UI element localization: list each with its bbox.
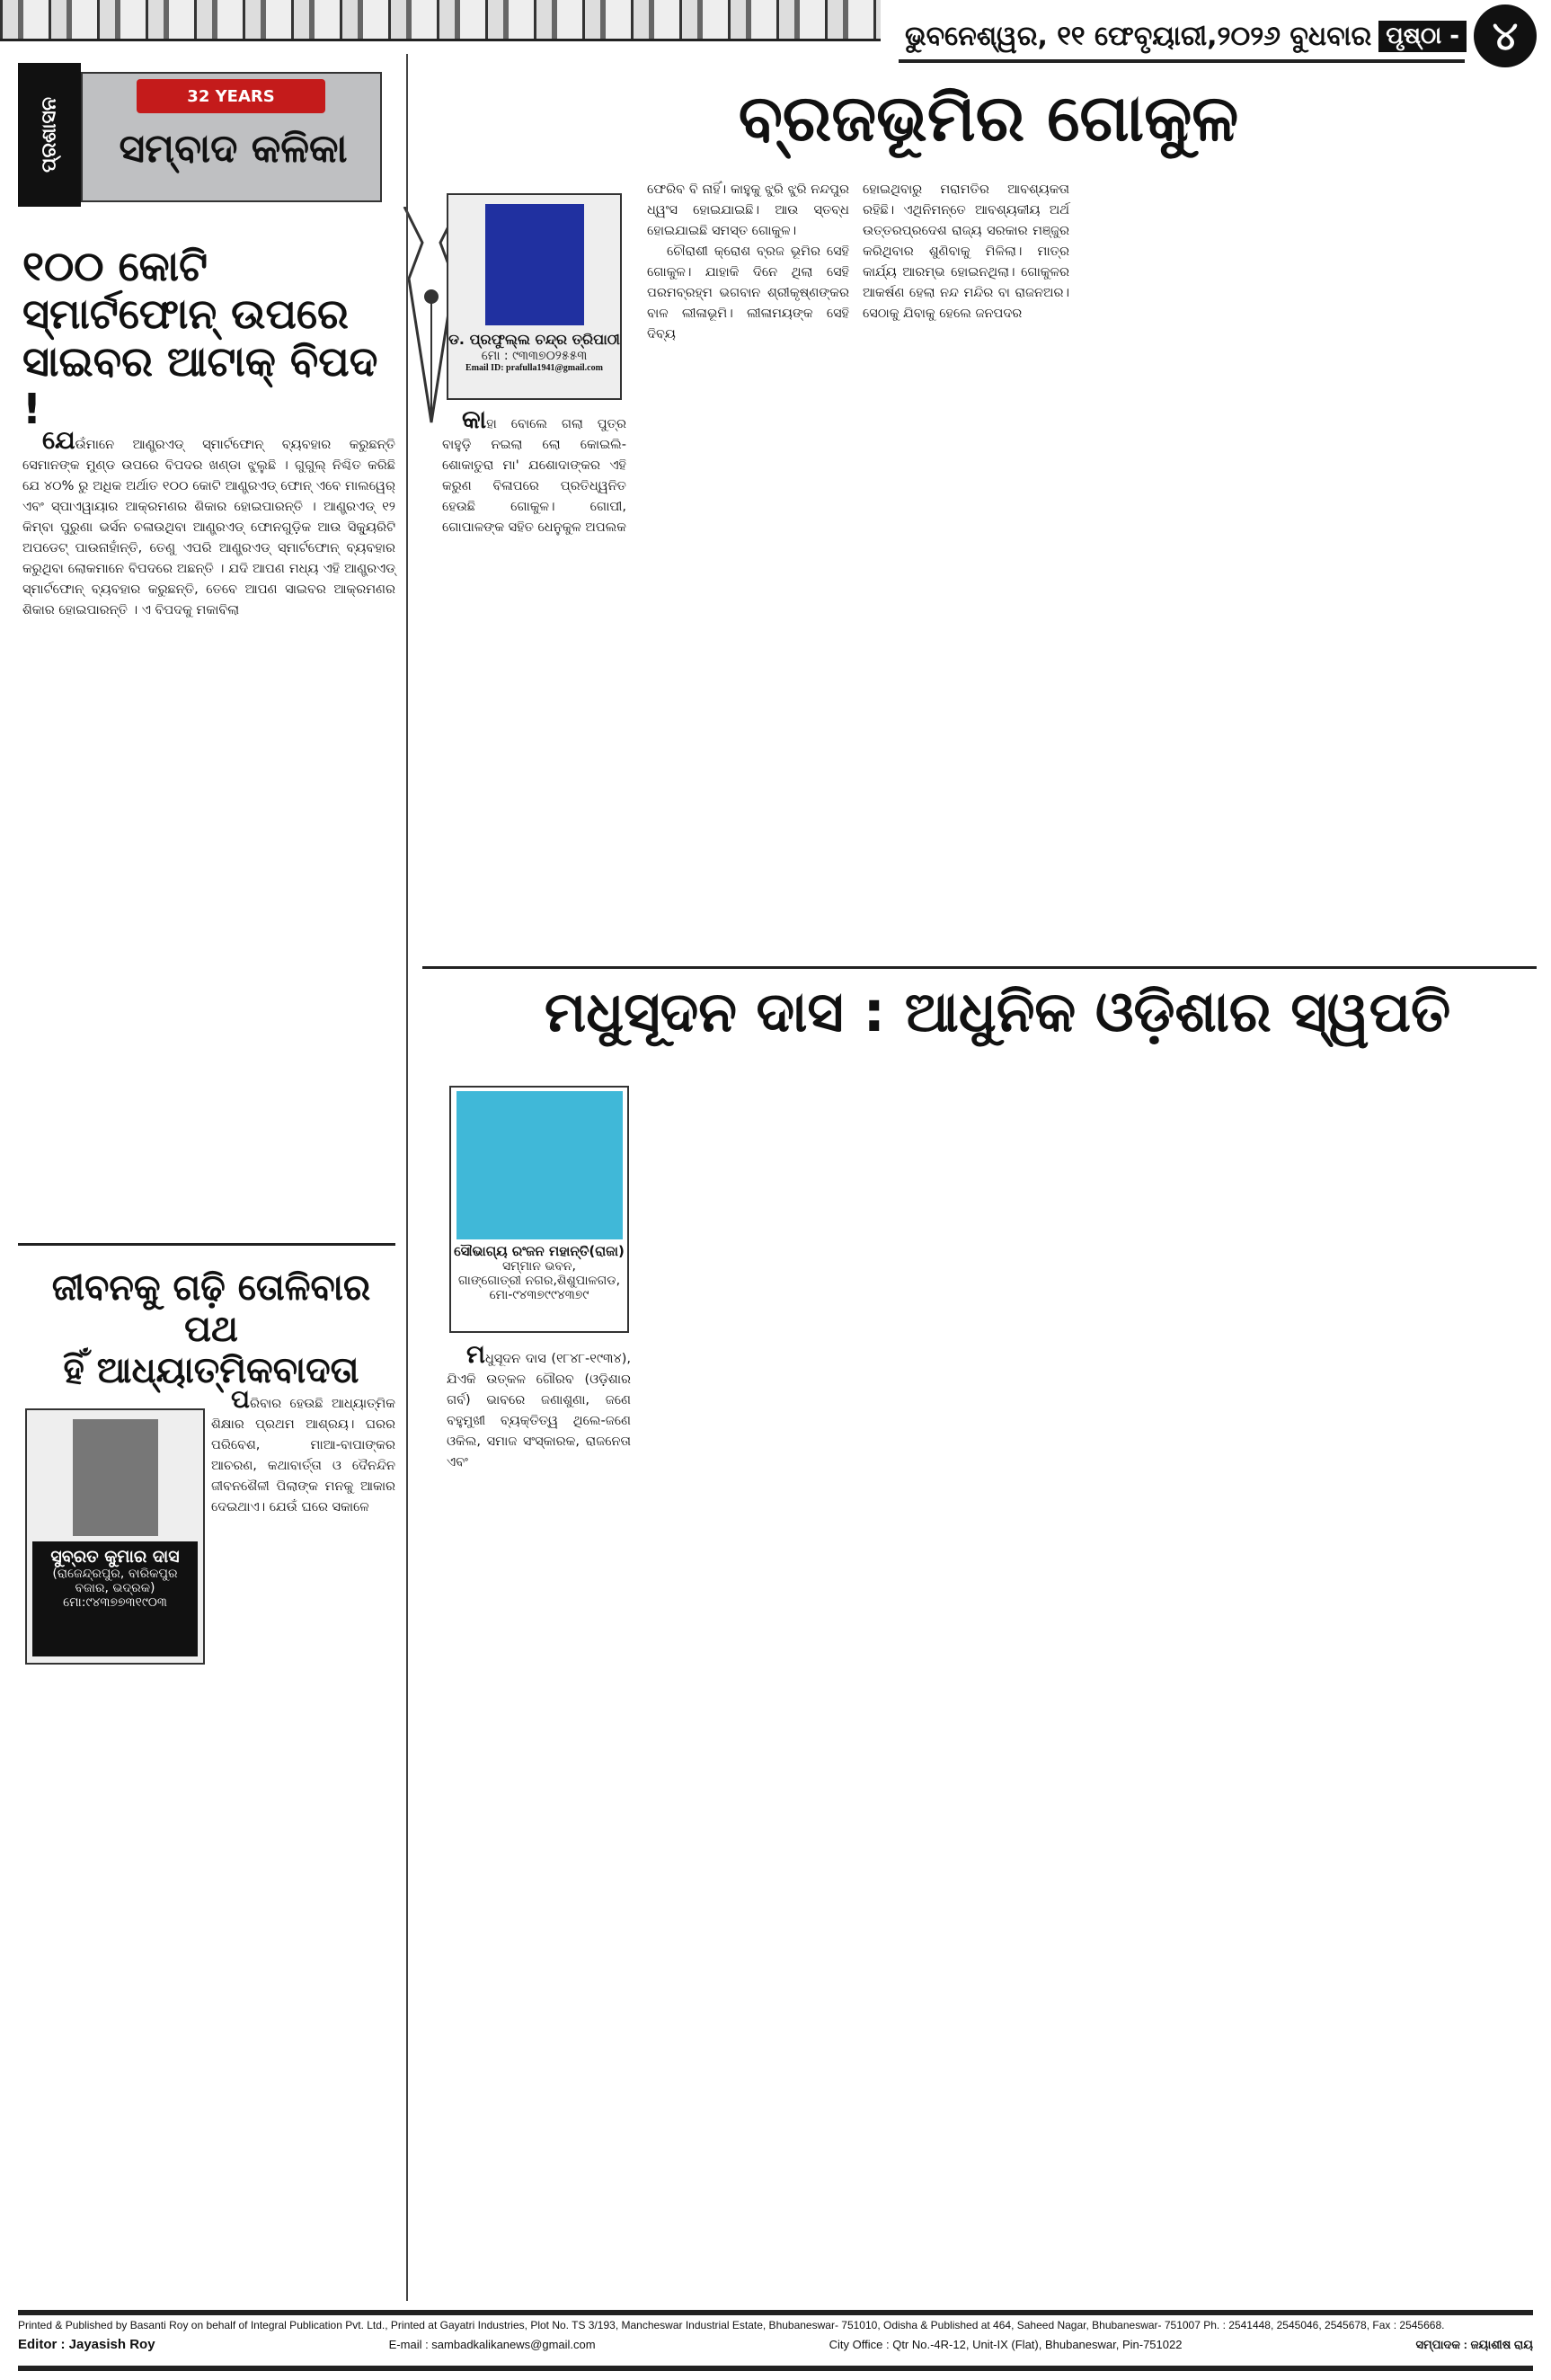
author-photo xyxy=(73,1419,158,1536)
article3-text: ହୋଇଥିବାରୁ ମରାମତିର ଆବଶ୍ୟକତା ରହିଛି। ଏଥିନିମନ୍ତେ ଆବଶ୍ୟକୀୟ ଅର୍ଥ ଉତ୍ତରପ୍ରଦେଶ ରାଜ୍ୟ ସରକାର ମଞ୍ଜୁର କରିଥିବାର ଶୁଣିବାକୁ ମିଳିଲା। ମାତ୍ର କାର୍ଯ୍ୟ ଆରମ୍ଭ ହୋଇନଥିଲା। ଗୋକୁଳର ଆକର୍ଷଣ ହେଲା ନନ୍ଦ ମନ୍ଦିର ବା ରାଜନଅର। ସେଠାକୁ ଯିବାକୁ ହେଲେ ଜନପଦର xyxy=(863,182,1069,321)
article3-text: ଫେରିବ ବି ନାହିଁ। କାହୁକୁ ଝୁରି ଝୁରି ନନ୍ଦପୁର ଧ୍ୱଂସ ହୋଇଯାଇଛି। ଆଉ ସ୍ତବ୍ଧ ହୋଇଯାଇଛି ସମସ୍ତ ଗୋକୁଳ। xyxy=(647,182,849,238)
author-address: (ରାଜେନ୍ଦ୍ରପୁର, ବାରିକପୁର ବଜାର, ଭଦ୍ରକ) xyxy=(52,1567,178,1595)
article3-headline: ବ୍ରଜଭୂମିର ଗୋକୁଳ xyxy=(738,80,1239,155)
masthead-logo xyxy=(81,72,382,202)
article3-col1 xyxy=(442,404,626,538)
drop-cap: ଯେ xyxy=(42,425,75,455)
column-rule xyxy=(406,54,408,2301)
article1-body xyxy=(22,425,395,623)
footer xyxy=(18,2319,1533,2352)
author-photo-box xyxy=(25,1408,205,1665)
author-photo-box xyxy=(449,1086,629,1333)
imprint: Printed & Published by Basanti Roy on behalf of Integral Publication Pvt. Ltd., Printed at Gayatri Industries, Plot No. TS 3/193, Mancheswar Industrial Estate, Bhubaneswar- 751010, Odisha & Published at 464, Saheed Nagar, Bhubaneswar- 751007 Ph. : 2541448, 2545046, 2545678, Fax : 2545668. xyxy=(18,2319,1445,2331)
author-name: ଡ. ପ୍ରଫୁଲ୍ଲ ଚନ୍ଦ୍ର ତ୍ରିପାଠୀ xyxy=(448,331,620,348)
author-phone: ମୋ-୯୪୩୭୯୯୪୩୭୯ xyxy=(489,1288,589,1302)
page-label: ପୃଷ୍ଠା - xyxy=(1378,21,1467,52)
headline-line: ଜୀବନକୁ ଗଢ଼ି ତୋଳିବାର ପଥ xyxy=(51,1267,371,1350)
article4-headline: ମଧୁସୂଦନ ଦାସ : ଆଧୁନିକ ଓଡ଼ିଶାର ସ୍ୱପତି xyxy=(544,979,1451,1044)
email: E-mail : sambadkalikanews@gmail.com xyxy=(388,2338,596,2351)
author-phone: ମୋ : ୯୩୩୭୦୨୫୫୩ xyxy=(481,349,588,363)
odia-editor: ସମ୍ପାଦକ : ଜୟାଶୀଷ ରାୟ xyxy=(1415,2337,1533,2351)
logo-text: ସମ୍ବାଦ କଳିକା xyxy=(119,126,348,172)
article3-text: ଚୌରାଶୀ କ୍ରୋଶ ବ୍ରଜ ଭୂମିର ସେହି ଗୋକୁଳ। ଯାହାକି ଦିନେ ଥିଲା ସେହି ପରମବ୍ରହ୍ମ ଭଗବାନ ଶ୍ରୀକୃଷ୍ଣଙ୍କର ବାଳ ଲୀଳାଭୂମି। ଲୀଳାମୟଙ୍କ ସେହି ଦିବ୍ୟ xyxy=(647,244,849,342)
article1-text: ଉଁମାନେ ଆଣ୍ଡ୍ରଏଡ୍ ସ୍ମାର୍ଟଫୋନ୍ ବ୍ୟବହାର କରୁଛନ୍ତି ସେମାନଙ୍କ ମୁଣ୍ଡ ଉପରେ ବିପଦର ଖଣ୍ଡା ଝୁଲୁଛି । ଗୁଗୁଲ୍ ନିଶ୍ଚିତ କରିଛି ଯେ ୪୦% ରୁ ଅଧିକ ଅର୍ଥାତ ୧୦୦ କୋଟି ଆଣ୍ଡ୍ରଏଡ୍ ଫୋନ୍ ଏବେ ମାଲୱେର୍ ଏବଂ ସ୍ପାଏୱାୟାର ଆକ୍ରମଣର ଶିକାର ହୋଇପାରନ୍ତି । ଆଣ୍ଡ୍ରଏଡ୍ ୧୨ କିମ୍ବା ପୁରୁଣା ଭର୍ସନ ଚଳାଉଥିବା ଆଣ୍ଡ୍ରଏଡ୍ ଫୋନଗୁଡ଼ିକ ଆଉ ସିକ୍ୟୁରିଟି ଅପଡେଟ୍ ପାଉନାହାଁନ୍ତି, ତେଣୁ ଏପରି ଆଣ୍ଡ୍ରଏଡ୍ ସ୍ମାର୍ଟଫୋନ୍ ବ୍ୟବହାର କରୁଥିବା ଲୋକମାନେ ବିପଦରେ ଅଛନ୍ତି । ଯଦି ଆପଣ ମଧ୍ୟ ଏହି ଆଣ୍ଡ୍ରଏଡ୍ ସ୍ମାର୍ଟଫୋନ୍ ବ୍ୟବହାର କରୁଛନ୍ତି, ତେବେ ଆପଣ ସାଇବର ଆକ୍ରମଣର ଶିକାର ହୋଇପାରନ୍ତି । ଏ ବିପଦକୁ ମକାବିଲା xyxy=(22,438,395,617)
drop-cap: ମ xyxy=(466,1339,485,1369)
article3-col3 xyxy=(863,180,1069,324)
top-ornament-band xyxy=(0,0,881,41)
article4-text: ଧୁସୂଦନ ଦାସ (୧୮୪୮-୧୯୩୪), ଯିଏକି ଉତ୍କଳ ଗୌରବ (ଓଡ଼ିଶାର ଗର୍ବ) ଭାବରେ ଜଣାଶୁଣା, ଜଣେ ବହୁମୁଖୀ ବ୍ୟକ୍ତିତ୍ୱ ଥିଲେ-ଜଣେ ଓକିଲ, ସମାଜ ସଂସ୍କାରକ, ରାଜନେତା ଏବଂ xyxy=(447,1352,631,1470)
footer-rule xyxy=(18,2310,1533,2315)
issue-date: ଭୁବନେଶ୍ୱର, ୧୧ ଫେବୃୟାରୀ,୨୦୨୬ ବୁଧବାର xyxy=(904,20,1372,52)
years-ribbon: 32 YEARS xyxy=(137,79,325,113)
article3-col2 xyxy=(647,180,849,345)
article4-col1 xyxy=(447,1339,631,1473)
city-office: City Office : Qtr No.-4R-12, Unit-IX (Flat), Bhubaneswar, Pin-751022 xyxy=(829,2338,1183,2351)
article2-text: ରିବାର ହେଉଛି ଆଧ୍ୟାତ୍ମିକ ଶିକ୍ଷାର ପ୍ରଥମ ଆଶ୍ରୟ। ଘରର ପରିବେଶ, ମାଆ-ବାପାଙ୍କର ଆଚରଣ, କଥାବାର୍ତ୍ତା ଓ ଦୈନନ୍ଦିନ ଜୀବନଶୈଳୀ ପିଲାଙ୍କ ମନକୁ ଆକାର ଦେଇଥାଏ। ଯେଉଁ ଘରେ ସକାଳେ xyxy=(211,1397,395,1514)
divider xyxy=(422,966,1537,969)
author-address: ଗାଙ୍ଗୋତ୍ରୀ ନଗର,ଶିଶୁପାଳଗଡ, xyxy=(457,1274,621,1288)
page-number: ୪ xyxy=(1474,4,1537,67)
author-name: ସୌଭାଗ୍ୟ ରଂଜନ ମହାନ୍ତି(ରାଜା) xyxy=(454,1243,625,1259)
author-photo-box xyxy=(447,193,622,400)
footer-rule xyxy=(18,2366,1533,2371)
editor: Editor : Jayasish Roy xyxy=(18,2337,155,2352)
author-email: Email ID: prafulla1941@gmail.com xyxy=(465,363,603,373)
drop-cap: ପ xyxy=(231,1384,250,1414)
article2-body xyxy=(211,1384,395,1520)
article2-headline xyxy=(27,1267,395,1391)
drop-cap: କା xyxy=(462,404,487,434)
header-rule xyxy=(899,59,1465,63)
article3-text: ହା ବୋଲେ ଗଲା ପୁତ୍ର ବାହୁଡ଼ି ନଇଲା ଲୋ କୋଇଲି- ଶୋକାତୁରା ମା' ଯଶୋଦାଙ୍କର ଏହି କରୁଣ ବିଳାପରେ ପ୍ରତିଧ୍ୱନିତ ହେଉଛି ଗୋକୁଳ। ଗୋପୀ, ଗୋପାଳଙ୍କ ସହିତ ଧେନୁକୁଳ ଅପଲକ xyxy=(442,417,626,535)
author-phone: ମୋ:୯୪୩୭୭୩୧୯୦୩ xyxy=(63,1595,167,1610)
author-photo xyxy=(485,204,584,325)
section-label: ପ୍ରଶାସନ xyxy=(18,63,81,207)
headline-line: ହିଁ ଆଧ୍ୟାତ୍ମିକବାଦତା xyxy=(63,1350,359,1391)
divider xyxy=(18,1243,395,1246)
author-photo xyxy=(456,1091,623,1239)
author-address: ସମ୍ମାନ ଭବନ, xyxy=(501,1259,577,1274)
article1-headline: ୧୦୦ କୋଟି ସ୍ମାର୍ଟଫୋନ୍ ଉପରେ ସାଇବର ଆଟାକ୍ ବିପଦ ! xyxy=(22,242,378,433)
author-name: ସୁବ୍ରତ କୁମାର ଦାସ xyxy=(50,1547,180,1567)
dateline xyxy=(899,9,1537,63)
